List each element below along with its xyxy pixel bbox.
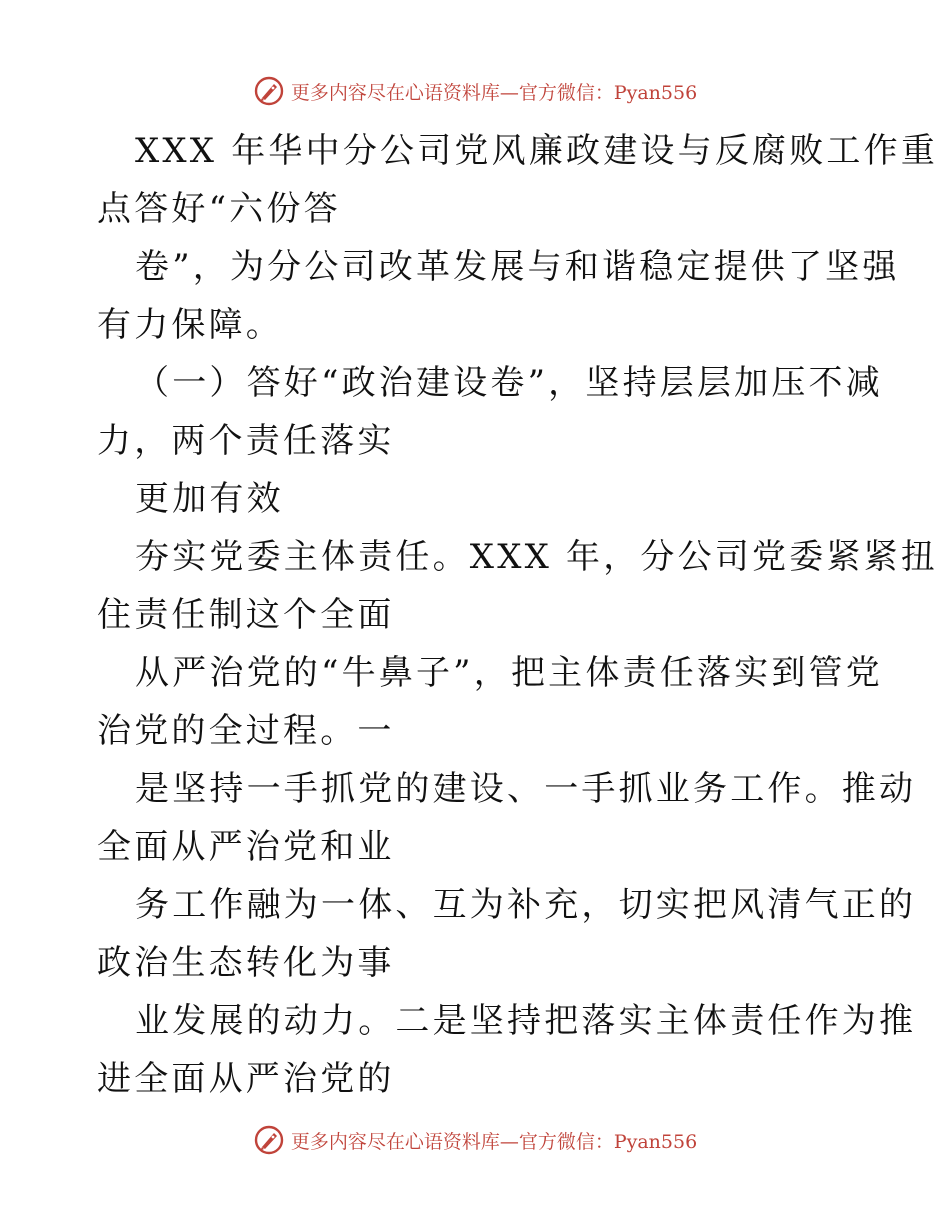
text-line: XXX 年华中分公司党风廉政建设与反腐败工作重 [135,131,939,171]
section-heading-line: 力，两个责任落实 [97,421,395,461]
text-line: 业发展的动力。二是坚持把落实主体责任作为推 [135,1001,917,1041]
text-line: 政治生态转化为事 [97,943,395,983]
text-line: 卷”，为分公司改革发展与和谐稳定提供了坚强 [135,247,900,287]
text-line: 进全面从严治党的 [97,1059,395,1099]
pen-nib-icon [253,75,285,107]
text-line: 全面从严治党和业 [97,827,395,867]
section-heading-line: 更加有效 [135,479,284,519]
footer-watermark-banner [0,1120,950,1160]
document-body [97,122,939,1108]
text-line: 务工作融为一体、互为补充，切实把风清气正的 [135,885,917,925]
section-heading-line: （一）答好“政治建设卷”，坚持层层加压不减 [135,363,883,403]
text-line: 有力保障。 [97,305,283,345]
watermark-text: 更多内容尽在心语资料库—官方微信：Pyan556 [290,1130,698,1153]
pen-nib-icon [253,1124,285,1156]
text-line: 住责任制这个全面 [97,595,395,635]
text-line: 治党的全过程。一 [97,711,395,751]
header-watermark-banner [0,71,950,111]
text-line: 点答好“六份答 [97,189,341,229]
text-line: 是坚持一手抓党的建设、一手抓业务工作。推动 [135,769,917,809]
text-line: 夯实党委主体责任。XXX 年，分公司党委紧紧扭 [135,537,939,577]
watermark-text: 更多内容尽在心语资料库—官方微信：Pyan556 [290,81,698,104]
text-line: 从严治党的“牛鼻子”，把主体责任落实到管党 [135,653,883,693]
